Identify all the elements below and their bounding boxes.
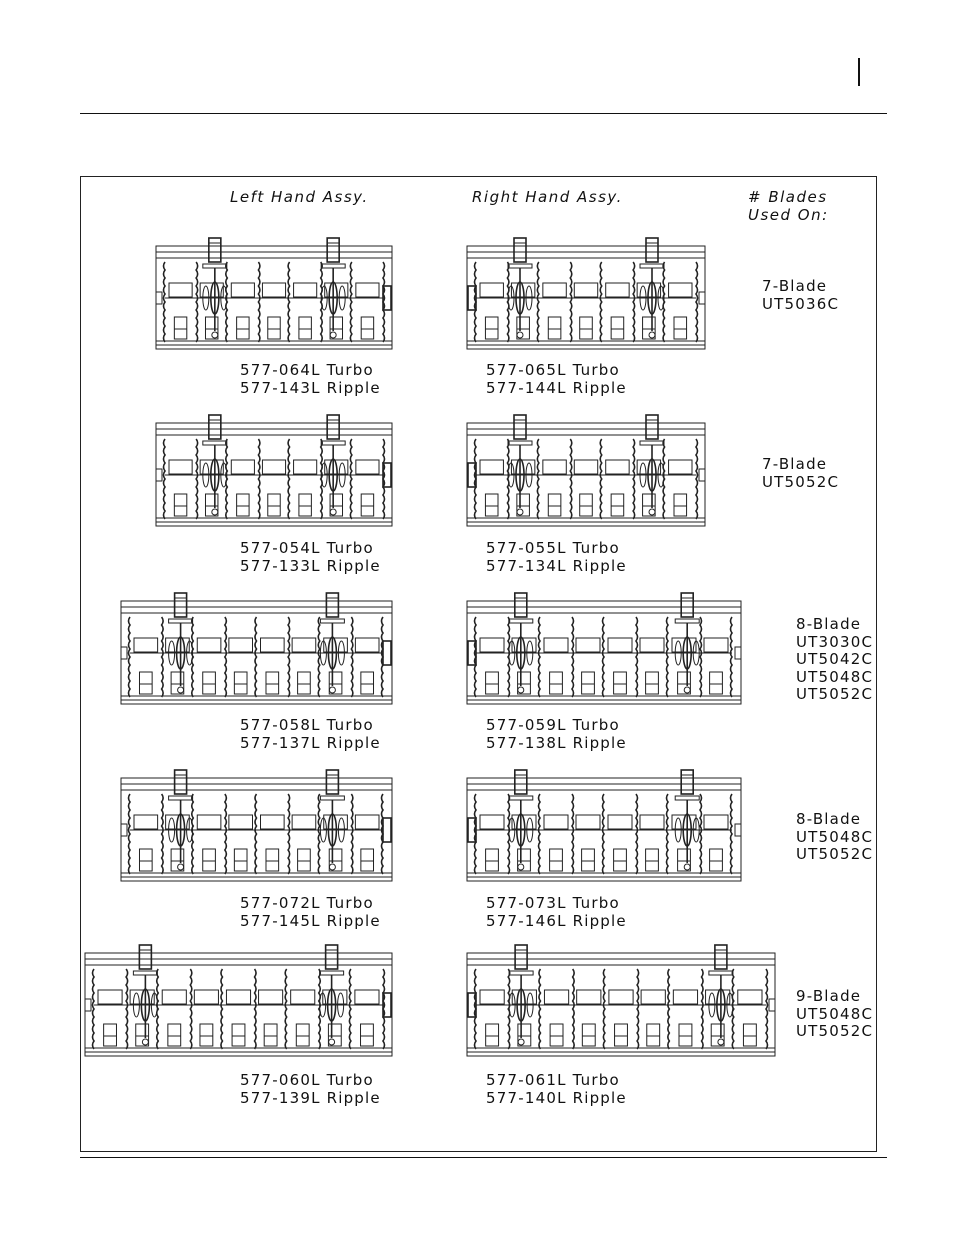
- assembly-drawing-right-row5: [466, 945, 776, 1058]
- right-part-numbers-row3: 577-059L Turbo 577-138L Ripple: [486, 716, 627, 752]
- right-part-numbers-row4: 577-073L Turbo 577-146L Ripple: [486, 894, 627, 930]
- blades-header-line1: # Blades: [748, 188, 828, 206]
- header-rule: [80, 113, 887, 114]
- right-hand-header: Right Hand Assy.: [472, 188, 623, 206]
- assembly-drawing-right-row1: [466, 238, 706, 351]
- assembly-drawing-right-row2: [466, 415, 706, 528]
- right-part-numbers-row2: 577-055L Turbo 577-134L Ripple: [486, 539, 627, 575]
- blade-usage-row4: 8-Blade UT5048C UT5052C: [796, 810, 874, 863]
- left-part-numbers-row2: 577-054L Turbo 577-133L Ripple: [240, 539, 381, 575]
- assembly-drawing-left-row2: [155, 415, 393, 528]
- assembly-drawing-right-row3: [466, 593, 742, 706]
- blade-usage-row5: 9-Blade UT5048C UT5052C: [796, 987, 874, 1040]
- left-part-numbers-row1: 577-064L Turbo 577-143L Ripple: [240, 361, 381, 397]
- assembly-drawing-left-row4: [120, 770, 393, 883]
- assembly-drawing-left-row1: [155, 238, 393, 351]
- header-tick-mark: [858, 58, 860, 86]
- right-part-numbers-row5: 577-061L Turbo 577-140L Ripple: [486, 1071, 627, 1107]
- assembly-drawing-left-row5: [84, 945, 393, 1058]
- blade-usage-row2: 7-Blade UT5052C: [762, 455, 840, 491]
- assembly-drawing-right-row4: [466, 770, 742, 883]
- left-part-numbers-row5: 577-060L Turbo 577-139L Ripple: [240, 1071, 381, 1107]
- assembly-drawing-left-row3: [120, 593, 393, 706]
- left-part-numbers-row4: 577-072L Turbo 577-145L Ripple: [240, 894, 381, 930]
- blade-usage-row1: 7-Blade UT5036C: [762, 277, 840, 313]
- blades-header-line2: Used On:: [748, 206, 829, 224]
- left-hand-header: Left Hand Assy.: [230, 188, 369, 206]
- blade-usage-row3: 8-Blade UT3030C UT5042C UT5048C UT5052C: [796, 615, 874, 703]
- footer-rule: [80, 1157, 887, 1158]
- left-part-numbers-row3: 577-058L Turbo 577-137L Ripple: [240, 716, 381, 752]
- right-part-numbers-row1: 577-065L Turbo 577-144L Ripple: [486, 361, 627, 397]
